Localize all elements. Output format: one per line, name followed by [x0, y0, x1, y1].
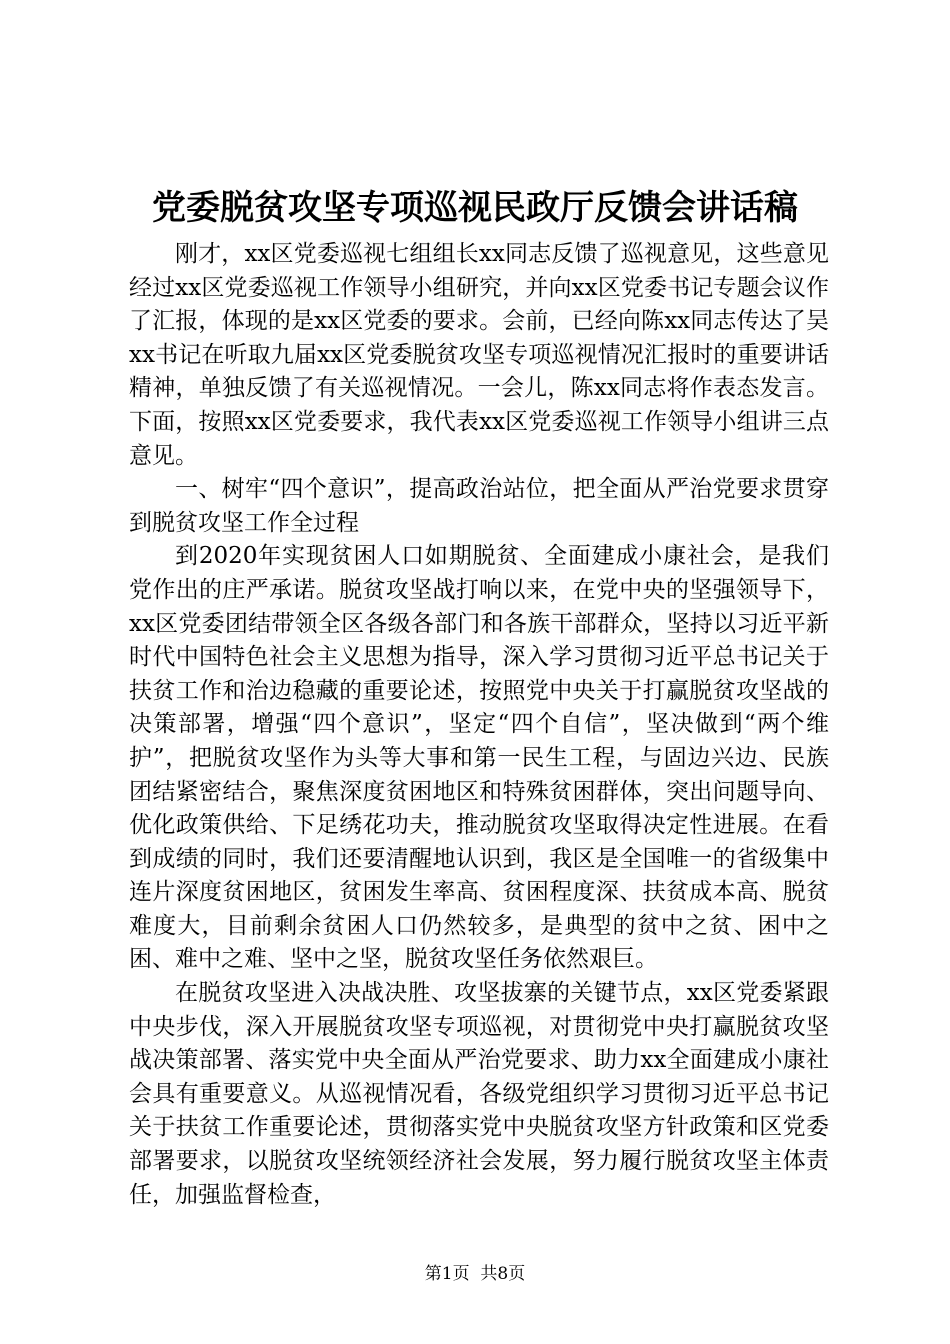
page-total: 共8页 [480, 1264, 526, 1284]
document-body [129, 238, 829, 1212]
paragraph-section-heading: 一、树牢“四个意识”，提高政治站位，把全面从严治党要求贯穿到脱贫攻坚工作全过程 [129, 476, 829, 536]
page-footer [0, 1262, 950, 1286]
paragraph-inspection: 在脱贫攻坚进入决战决胜、攻坚拔寨的关键节点，xx区党委紧跟中央步伐，深入开展脱贫攻坚专项巡视，对贯彻党中央打赢脱贫攻坚战决策部署、落实党中央全面从严治党要求、助力xx全面建成小康社会具有重要意义。从巡视情况看，各级党组织学习贯彻习近平总书记关于扶贫工作重要论述，贯彻落实党中央脱贫攻坚方针政策和区党委部署要求，以脱贫攻坚统领经济社会发展，努力履行脱贫攻坚主体责任，加强监督检查， [129, 980, 829, 1208]
paragraph-intro: 刚才，xx区党委巡视七组组长xx同志反馈了巡视意见，这些意见经过xx区党委巡视工作领导小组研究，并向xx区党委书记专题会议作了汇报，体现的是xx区党委的要求。会前，已经向陈xx同志传达了吴xx书记在听取九届xx区党委脱贫攻坚专项巡视情况汇报时的重要讲话精神，单独反馈了有关巡视情况。一会儿，陈xx同志将作表态发言。下面，按照xx区党委要求，我代表xx区党委巡视工作领导小组讲三点意见。 [129, 241, 829, 469]
page-number: 第1页 [424, 1264, 470, 1284]
document-title: 党委脱贫攻坚专项巡视民政厅反馈会讲话稿 [152, 188, 798, 228]
paragraph-commitment: 到2020年实现贫困人口如期脱贫、全面建成小康社会，是我们党作出的庄严承诺。脱贫攻坚战打响以来，在党中央的坚强领导下，xx区党委团结带领全区各级各部门和各族干部群众，坚持以习近平新时代中国特色社会主义思想为指导，深入学习贯彻习近平总书记关于扶贫工作和治边稳藏的重要论述，按照党中央关于打赢脱贫攻坚战的决策部署，增强“四个意识”，坚定“四个自信”，坚决做到“两个维护”，把脱贫攻坚作为头等大事和第一民生工程，与固边兴边、民族团结紧密结合，聚焦深度贫困地区和特殊贫困群体，突出问题导向、优化政策供给、下足绣花功夫，推动脱贫攻坚取得决定性进展。在看到成绩的同时，我们还要清醒地认识到，我区是全国唯一的省级集中连片深度贫困地区，贫困发生率高、贫困程度深、扶贫成本高、脱贫难度大，目前剩余贫困人口仍然较多，是典型的贫中之贫、困中之困、难中之难、坚中之坚，脱贫攻坚任务依然艰巨。 [129, 543, 829, 973]
